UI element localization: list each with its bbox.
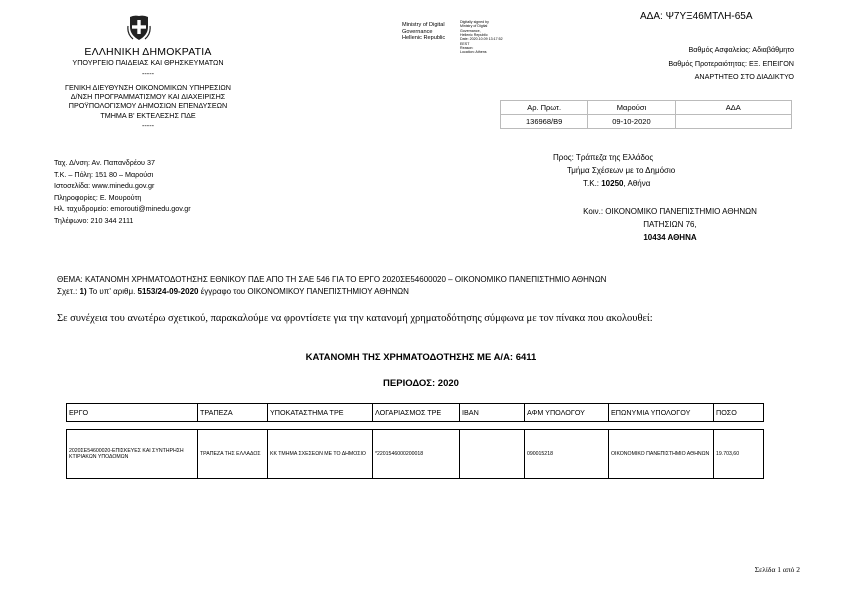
signature-line: Hellenic Republic [402,35,446,42]
contact-email: Ηλ. ταχυδρομείο: emorouti@minedu.gov.gr [54,204,191,214]
republic-name: ΕΛΛΗΝΙΚΗ ΔΗΜΟΚΡΑΤΙΑ [84,46,212,58]
signature-line: Governance [402,28,433,35]
table-header: ΥΠΟΚΑΤΑΣΤΗΜΑ ΤΡΕ [268,404,373,422]
protocol-number: 136968/Β9 [501,115,588,129]
separator: ----- [142,69,154,79]
protocol-ada [675,115,791,129]
protocol-header: Αρ. Πρωτ. [501,101,588,115]
directorate-line: ΓΕΝΙΚΗ ΔΙΕΥΘΥΝΣΗ ΟΙΚΟΝΟΜΙΚΩΝ ΥΠΗΡΕΣΙΩΝ [65,82,231,92]
cell-iban [460,430,525,479]
table-spacer [67,422,764,430]
separator: ----- [142,121,154,131]
cc-street: ΠΑΤΗΣΙΩΝ 76, [643,219,697,229]
posting-note: ΑΝΑΡΤΗΤΕΟ ΣΤΟ ΔΙΑΔΙΚΤΥΟ [694,72,794,82]
recipient-block [553,152,675,190]
cc-recipient: Κοιν.: ΟΙΚΟΝΟΜΙΚΟ ΠΑΝΕΠΙΣΤΗΜΙΟ ΑΘΗΝΩΝ [583,207,757,216]
cell-amount: 19.703,60 [714,430,764,479]
allocation-table [66,403,764,479]
issuer-header [38,46,258,131]
contact-block [54,157,191,226]
table-row [67,430,764,479]
contact-website: Ιστοσελίδα: www.minedu.gov.gr [54,181,155,191]
digital-signature-label [402,22,445,42]
table-header: ΤΡΑΠΕΖΑ [198,404,268,422]
signature-detail: Date: 2020.10.09 13:17:52 [460,37,503,42]
table-header: ΛΟΓΑΡΙΑΣΜΟΣ ΤΡΕ [373,404,460,422]
recipient-postcode: Τ.Κ.: 10250, Αθήνα [583,178,651,188]
cell-afm: 090015218 [525,430,609,479]
recipient-department: Τμήμα Σχέσεων με το Δημόσιο [567,165,676,175]
table-header: ΑΦΜ ΥΠΟΛΟΓΟΥ [525,404,609,422]
contact-city: Τ.Κ. – Πόλη: 151 80 – Μαρούσι [54,169,154,179]
ministry-name: ΥΠΟΥΡΓΕΙΟ ΠΑΙΔΕΙΑΣ ΚΑΙ ΘΡΗΣΚΕΥΜΑΤΩΝ [72,58,224,67]
period-title: ΠΕΡΙΟΔΟΣ: 2020 [383,378,459,389]
table-header: ΕΠΩΝΥΜΙΑ ΥΠΟΛΟΓΟΥ [609,404,714,422]
classification-block [668,43,794,84]
table-header: ΕΡΓΟ [67,404,198,422]
cell-accountant-name: ΟΙΚΟΝΟΜΙΚΟ ΠΑΝΕΠΙΣΤΗΜΙΟ ΑΘΗΝΩΝ [609,430,714,479]
contact-address: Ταχ. Δ/νση: Αν. Παπανδρέου 37 [54,158,155,167]
digital-signature-details [460,20,503,55]
greek-emblem-icon [126,14,152,42]
subject-line: ΘΕΜΑ: ΚΑΤΑΝΟΜΗ ΧΡΗΜΑΤΟΔΟΤΗΣΗΣ ΕΘΝΙΚΟΥ ΠΔΕ ΑΠΟ ΤΗ ΣΑΕ 546 ΓΙΑ ΤΟ ΕΡΓΟ 2020ΣΕ54600020 – ΟΙΚΟΝΟΜΙΚΟ ΠΑΝΕΠΙΣΤΗΜΙΟ ΑΘΗΝΩΝ [57,275,607,284]
signature-detail: Ministry of Digital [460,24,488,29]
security-level: Βαθμός Ασφαλείας: Αδιαβάθμητο [688,45,794,54]
directorate-line: ΠΡΟΫΠΟΛΟΓΙΣΜΟΥ ΔΗΜΟΣΙΩΝ ΕΠΕΝΔΥΣΕΩΝ [68,101,228,111]
cell-branch: ΚΚ ΤΜΗΜΑ ΣΧΕΣΕΩΝ ΜΕ ΤΟ ΔΗΜΟΣΙΟ [268,430,373,479]
cell-bank: ΤΡΑΠΕΖΑ ΤΗΣ ΕΛΛΑΔΟΣ [198,430,268,479]
contact-phone: Τηλέφωνο: 210 344 2111 [54,215,134,225]
page-number: Σελίδα 1 από 2 [754,565,800,574]
body-paragraph: Σε συνέχεια του ανωτέρω σχετικού, παρακαλούμε να φροντίσετε για την κατανομή χρηματοδότησης σύμφωνα με τον πίνακα που ακολουθεί: [57,313,653,324]
contact-info-person: Πληροφορίες: Ε. Μουρούτη [54,192,142,202]
signature-detail: Location: Athens [460,50,487,55]
signature-detail: Governance, [460,28,481,33]
signature-detail: EEST [460,41,470,46]
recipient-to: Προς: Τράπεζα της Ελλάδος [553,153,654,162]
cc-city: 10434 ΑΘΗΝΑ [643,232,697,242]
directorate-line: Δ/ΝΣΗ ΠΡΟΓΡΑΜΜΑΤΙΣΜΟΥ ΚΑΙ ΔΙΑΧΕΙΡΙΣΗΣ [70,92,226,102]
signature-line: Ministry of Digital [402,22,445,28]
signature-detail: Digitally signed by [460,20,489,24]
protocol-table [500,100,792,129]
protocol-header: Μαρούσι [588,101,675,115]
cell-project: 2020ΣΕ54600020-ΕΠΙΣΚΕΥΕΣ ΚΑΙ ΣΥΝΤΗΡΗΣΗ ΚΤΙΡΙΑΚΩΝ ΥΠΟΔΟΜΩΝ [67,430,198,479]
directorate-line: ΤΜΗΜΑ Β' ΕΚΤΕΛΕΣΗΣ ΠΔΕ [100,110,196,120]
protocol-header: ΑΔΑ [675,101,791,115]
allocation-title: ΚΑΤΑΝΟΜΗ ΤΗΣ ΧΡΗΜΑΤΟΔΟΤΗΣΗΣ ΜΕ Α/Α: 6411 [305,352,537,363]
signature-detail: Reason: [460,45,474,50]
relative-line: Σχετ.: 1) Το υπ' αριθμ. 5153/24-09-2020 έγγραφο του ΟΙΚΟΝΟΜΙΚΟΥ ΠΑΝΕΠΙΣΤΗΜΙΟΥ ΑΘΗΝΩΝ [57,287,409,296]
protocol-date: 09-10-2020 [588,115,675,129]
cell-account: *2201546000200018 [373,430,460,479]
priority-level: Βαθμός Προτεραιότητας: ΕΞ. ΕΠΕΙΓΟΝ [668,58,794,68]
cc-block [560,206,780,244]
ada-code: ΑΔΑ: Ψ7ΥΞ46ΜΤΛΗ-65Α [640,11,753,22]
table-header: ΠΟΣΟ [714,404,764,422]
table-header: IBAN [460,404,525,422]
subject-block [57,274,606,298]
signature-detail: Hellenic Republic [460,32,488,37]
directorate-block [38,83,258,120]
